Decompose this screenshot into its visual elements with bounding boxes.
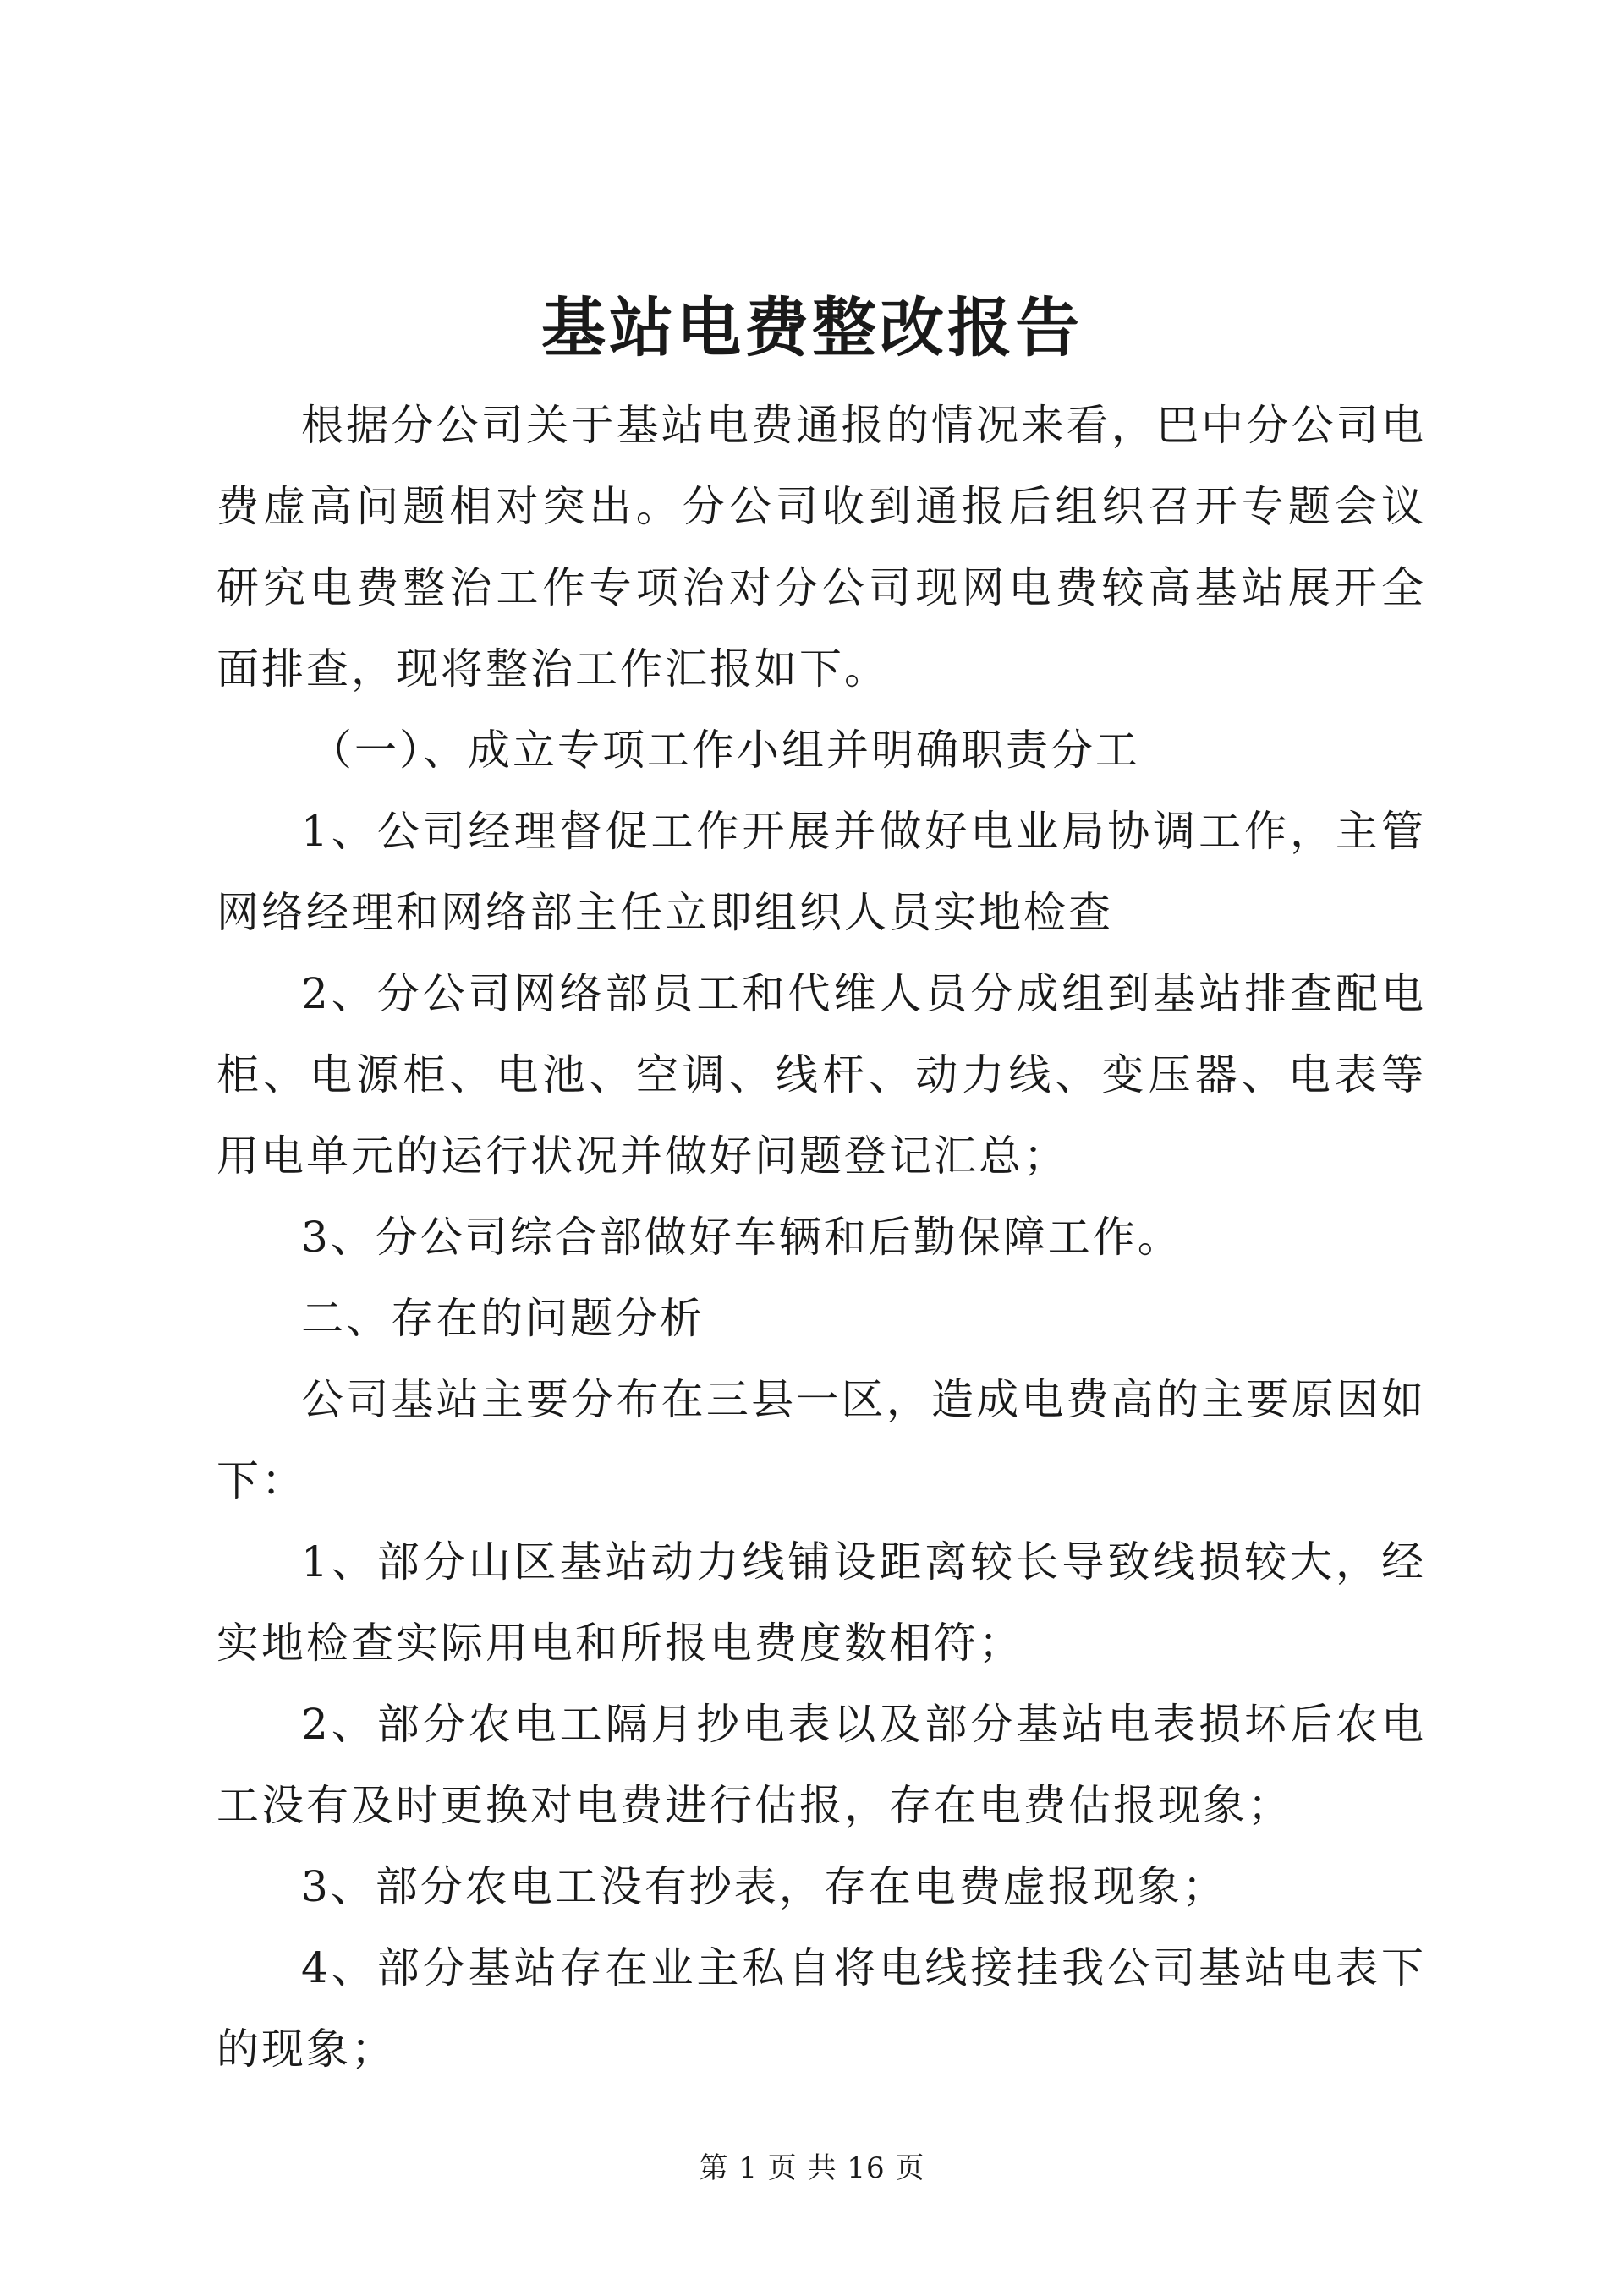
paragraph-item-3: 3、分公司综合部做好车辆和后勤保障工作。 xyxy=(301,1213,1182,1262)
paragraph-problem-1: 1、部分山区基站动力线铺设距离较长导致线损较大，经实地检查实际用电和所报电费度数相符； xyxy=(217,1537,1426,1668)
paragraph-problem-4: 4、部分基站存在业主私自将电线接挂我公司基站电表下的现象； xyxy=(217,1943,1426,2074)
paragraph-analysis-intro: 公司基站主要分布在三县一区，造成电费高的主要原因如下： xyxy=(217,1375,1426,1505)
paragraph-intro: 根据分公司关于基站电费通报的情况来看，巴中分公司电费虚高问题相对突出。分公司收到通报后组织召开专题会议研究电费整治工作专项治对分公司现网电费较高基站展开全面排查，现将整治工作汇报如下。 xyxy=(217,401,1426,693)
paragraph-problem-2: 2、部分农电工隔月抄电表以及部分基站电表损坏后农电工没有及时更换对电费进行估报，存在电费估报现象； xyxy=(217,1700,1426,1830)
paragraph-item-1: 1、公司经理督促工作开展并做好电业局协调工作，主管网络经理和网络部主任立即组织人员实地检查 xyxy=(217,807,1426,937)
section-heading-2: 二、存在的问题分析 xyxy=(301,1294,705,1343)
document-title: 基站电费整改报告 xyxy=(541,290,1083,365)
document-body xyxy=(217,385,1426,2090)
paragraph-item-2: 2、分公司网络部员工和代维人员分成组到基站排查配电柜、电源柜、电池、空调、线杆、动力线、变压器、电表等用电单元的运行状况并做好问题登记汇总； xyxy=(217,969,1426,1181)
section-heading-1: （一）、成立专项工作小组并明确职责分工 xyxy=(310,726,1140,775)
paragraph-problem-3: 3、部分农电工没有抄表，存在电费虚报现象； xyxy=(301,1862,1227,1911)
page-number: 第 1 页 共 16 页 xyxy=(699,2151,925,2185)
